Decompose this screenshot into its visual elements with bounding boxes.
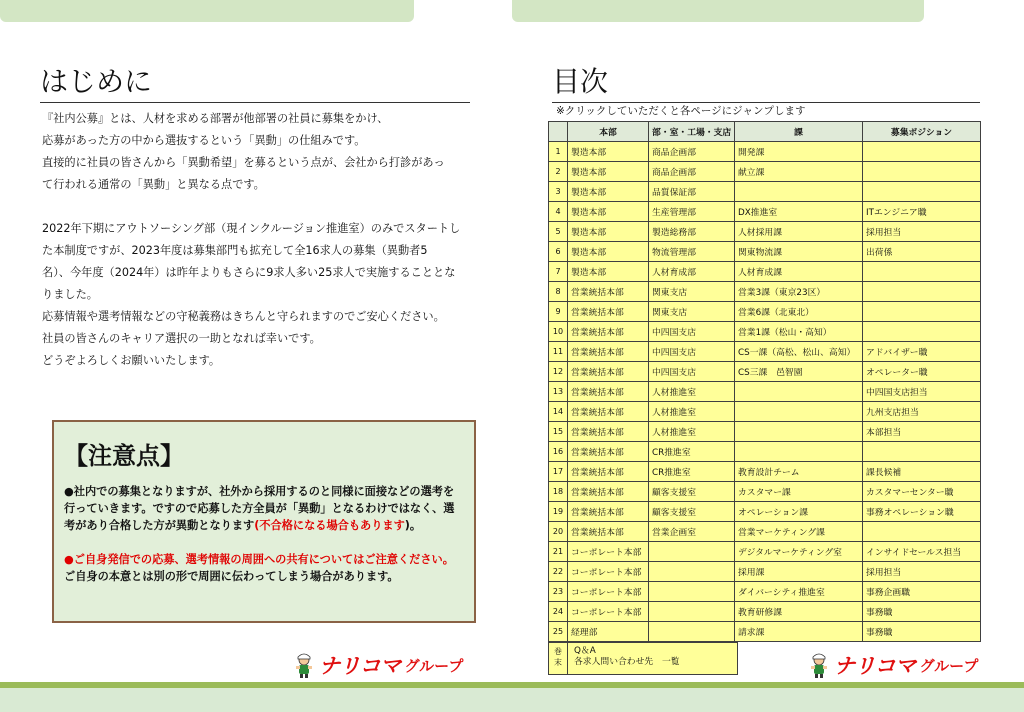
toc-row[interactable]	[549, 302, 981, 322]
toc-cell-number: 10	[549, 322, 568, 342]
toc-row[interactable]	[549, 562, 981, 582]
toc-cell-department	[649, 582, 735, 602]
toc-row[interactable]	[549, 162, 981, 182]
intro-line: 名）、今年度（2024年）は昨年よりもさらに9求人多い25求人で実施することとな	[42, 266, 456, 279]
toc-cell-department: CR推進室	[649, 442, 735, 462]
toc-cell-number: 7	[549, 262, 568, 282]
toc-row[interactable]	[549, 402, 981, 422]
toc-cell-department: 物流管理部	[649, 242, 735, 262]
notice-item-tail: )。	[404, 519, 422, 532]
toc-cell-division: 製造本部	[568, 202, 649, 222]
intro-line: りました。	[42, 288, 98, 301]
toc-row[interactable]	[549, 462, 981, 482]
toc-cell-division: コーポレート本部	[568, 562, 649, 582]
toc-cell-position: 中四国支店担当	[863, 382, 981, 402]
col-header-position: 募集ポジション	[863, 122, 981, 142]
toc-row[interactable]	[549, 242, 981, 262]
toc-cell-position	[863, 442, 981, 462]
toc-cell-division: 営業統括本部	[568, 322, 649, 342]
appendix-qa-link[interactable]: Q＆A	[574, 646, 596, 656]
toc-row[interactable]	[549, 262, 981, 282]
toc-cell-department	[649, 602, 735, 622]
toc-cell-section	[735, 382, 863, 402]
toc-cell-division: 営業統括本部	[568, 422, 649, 442]
toc-cell-division: 営業統括本部	[568, 282, 649, 302]
toc-cell-division: 営業統括本部	[568, 362, 649, 382]
toc-cell-department: 商品企画部	[649, 162, 735, 182]
logo-wordmark: ナリコマ	[319, 654, 401, 678]
toc-cell-number: 25	[549, 622, 568, 642]
toc-cell-department: 顧客支援室	[649, 502, 735, 522]
toc-cell-division: コーポレート本部	[568, 582, 649, 602]
toc-cell-department: 中四国支店	[649, 362, 735, 382]
notice-warning-text: (不合格になる場合もあります	[254, 519, 405, 532]
toc-note: ※クリックしていただくと各ページにジャンプします	[556, 105, 806, 117]
toc-cell-division: 営業統括本部	[568, 482, 649, 502]
toc-cell-section: オペレーション課	[735, 502, 863, 522]
logo-subtext: グループ	[919, 656, 979, 675]
toc-cell-department: CR推進室	[649, 462, 735, 482]
toc-cell-position	[863, 162, 981, 182]
toc-cell-number: 8	[549, 282, 568, 302]
toc-cell-division: 製造本部	[568, 182, 649, 202]
company-logo	[808, 650, 978, 680]
toc-table	[548, 121, 981, 642]
toc-cell-number: 13	[549, 382, 568, 402]
toc-cell-section: ダイバーシティ推進室	[735, 582, 863, 602]
toc-cell-department: 中四国支店	[649, 342, 735, 362]
toc-cell-division: 営業統括本部	[568, 502, 649, 522]
toc-cell-number: 5	[549, 222, 568, 242]
toc-cell-department	[649, 622, 735, 642]
toc-cell-section	[735, 422, 863, 442]
appendix-content	[568, 643, 738, 675]
toc-cell-position	[863, 322, 981, 342]
logo-wordmark: ナリコマ	[834, 654, 916, 678]
toc-cell-department	[649, 562, 735, 582]
toc-row[interactable]	[549, 322, 981, 342]
toc-cell-division: コーポレート本部	[568, 602, 649, 622]
appendix-label	[549, 643, 568, 675]
toc-row[interactable]	[549, 182, 981, 202]
toc-cell-position: インサイドセールス担当	[863, 542, 981, 562]
col-header-department: 部・室・工場・支店	[649, 122, 735, 142]
toc-cell-section: DX推進室	[735, 202, 863, 222]
toc-row[interactable]	[549, 482, 981, 502]
toc-cell-section: 教育研修課	[735, 602, 863, 622]
appendix-label-line: 末	[554, 658, 562, 667]
notice-title: 【注意点】	[64, 442, 184, 470]
toc-cell-section: CS三課 邑智園	[735, 362, 863, 382]
toc-cell-number: 14	[549, 402, 568, 422]
toc-cell-department: 営業企画室	[649, 522, 735, 542]
appendix-label-line: 巻	[554, 647, 562, 656]
toc-cell-position	[863, 262, 981, 282]
toc-cell-department: 生産管理部	[649, 202, 735, 222]
toc-cell-section: デジタルマーケティング室	[735, 542, 863, 562]
toc-cell-number: 19	[549, 502, 568, 522]
toc-cell-department: 品質保証部	[649, 182, 735, 202]
intro-line: て行われる通常の「異動」と異なる点です。	[42, 178, 265, 191]
toc-cell-section: 営業マーケティング課	[735, 522, 863, 542]
toc-cell-section: 営業1課（松山・高知）	[735, 322, 863, 342]
toc-cell-department: 商品企画部	[649, 142, 735, 162]
toc-row[interactable]	[549, 422, 981, 442]
toc-cell-section: 人材育成課	[735, 262, 863, 282]
toc-row[interactable]	[549, 222, 981, 242]
toc-row[interactable]	[549, 502, 981, 522]
top-tab-right	[512, 0, 924, 22]
toc-row[interactable]	[549, 442, 981, 462]
toc-cell-division: 製造本部	[568, 142, 649, 162]
col-header-section: 課	[735, 122, 863, 142]
toc-row[interactable]	[549, 542, 981, 562]
toc-cell-number: 4	[549, 202, 568, 222]
toc-cell-position: 事務企画職	[863, 582, 981, 602]
toc-cell-department: 人材推進室	[649, 422, 735, 442]
toc-row[interactable]	[549, 282, 981, 302]
toc-cell-section	[735, 442, 863, 462]
toc-row[interactable]	[549, 342, 981, 362]
notice-item-confidentiality	[64, 551, 464, 585]
toc-cell-number: 2	[549, 162, 568, 182]
notice-item-selection	[64, 483, 464, 534]
col-header-number	[549, 122, 568, 142]
toc-cell-section: 営業3課（東京23区）	[735, 282, 863, 302]
toc-cell-division: 営業統括本部	[568, 442, 649, 462]
appendix-contacts-link[interactable]: 各求人問い合わせ先 一覧	[574, 657, 680, 667]
toc-row[interactable]	[549, 622, 981, 642]
toc-cell-number: 1	[549, 142, 568, 162]
toc-cell-department: 関東支店	[649, 282, 735, 302]
toc-cell-department: 人材育成部	[649, 262, 735, 282]
toc-row[interactable]	[549, 602, 981, 622]
toc-cell-position: 事務職	[863, 602, 981, 622]
notice-warning-text: ●ご自身発信での応募、選考情報の周囲への共有についてはご注意ください。	[64, 553, 454, 566]
toc-cell-section: 採用課	[735, 562, 863, 582]
intro-heading: はじめに	[40, 60, 470, 103]
toc-cell-number: 15	[549, 422, 568, 442]
toc-cell-department: 顧客支援室	[649, 482, 735, 502]
toc-row[interactable]	[549, 522, 981, 542]
toc-cell-position: ITエンジニア職	[863, 202, 981, 222]
toc-cell-division: 製造本部	[568, 222, 649, 242]
toc-row[interactable]	[549, 142, 981, 162]
notice-item-text: ●社内での募集となりますが、社外から採用するのと同様に面接などの選考を行っていきます。ですので応募した方全員が「異動」となるわけではなく、選考があり合格した方が異動となります	[64, 485, 455, 532]
toc-cell-number: 23	[549, 582, 568, 602]
toc-cell-position: 採用担当	[863, 222, 981, 242]
toc-cell-position: 課長候補	[863, 462, 981, 482]
toc-cell-section: 教育設計チーム	[735, 462, 863, 482]
appendix-table[interactable]	[548, 642, 738, 675]
toc-cell-position: 出荷係	[863, 242, 981, 262]
toc-cell-section: 関東物流課	[735, 242, 863, 262]
intro-text	[42, 108, 497, 372]
toc-cell-department: 人材推進室	[649, 402, 735, 422]
toc-cell-department: 関東支店	[649, 302, 735, 322]
toc-cell-number: 17	[549, 462, 568, 482]
footer-bar	[0, 682, 1024, 712]
toc-cell-position	[863, 302, 981, 322]
toc-cell-section: 開発課	[735, 142, 863, 162]
toc-cell-number: 20	[549, 522, 568, 542]
intro-line: 社員の皆さんのキャリア選択の一助となれば幸いです。	[42, 332, 321, 345]
toc-cell-position: アドバイザー職	[863, 342, 981, 362]
top-tab-left	[0, 0, 414, 22]
toc-cell-division: 営業統括本部	[568, 402, 649, 422]
toc-cell-position: 事務職	[863, 622, 981, 642]
toc-cell-section: 請求課	[735, 622, 863, 642]
toc-cell-division: 製造本部	[568, 162, 649, 182]
toc-cell-section: CS一課（高松、松山、高知）	[735, 342, 863, 362]
toc-cell-department: 製造総務部	[649, 222, 735, 242]
intro-line: 応募情報や選考情報などの守秘義務はきちんと守られますのでご安心ください。	[42, 310, 445, 323]
intro-line: 直接的に社員の皆さんから「異動希望」を募るという点が、会社から打診があっ	[42, 156, 445, 169]
toc-cell-number: 3	[549, 182, 568, 202]
toc-heading: 目次	[552, 60, 980, 103]
notice-item-text: ご自身の本意とは別の形で周囲に伝わってしまう場合があります。	[64, 570, 399, 583]
mascot-icon	[808, 652, 830, 678]
toc-cell-section	[735, 402, 863, 422]
toc-cell-division: 製造本部	[568, 242, 649, 262]
intro-line: た本制度ですが、2023年度は募集部門も拡充して全16求人の募集（異動者5	[42, 244, 428, 257]
toc-cell-position: 事務オペレーション職	[863, 502, 981, 522]
toc-row[interactable]	[549, 362, 981, 382]
toc-cell-number: 18	[549, 482, 568, 502]
toc-cell-number: 24	[549, 602, 568, 622]
toc-cell-division: 営業統括本部	[568, 302, 649, 322]
toc-cell-department	[649, 542, 735, 562]
toc-cell-position	[863, 142, 981, 162]
company-logo	[293, 650, 463, 680]
toc-cell-number: 21	[549, 542, 568, 562]
toc-cell-section: カスタマー課	[735, 482, 863, 502]
toc-cell-position: 本部担当	[863, 422, 981, 442]
toc-cell-division: コーポレート本部	[568, 542, 649, 562]
toc-cell-division: 製造本部	[568, 262, 649, 282]
toc-cell-number: 11	[549, 342, 568, 362]
toc-cell-division: 営業統括本部	[568, 522, 649, 542]
toc-cell-position: 九州支店担当	[863, 402, 981, 422]
toc-cell-department: 中四国支店	[649, 322, 735, 342]
toc-cell-position: オペレーター職	[863, 362, 981, 382]
toc-cell-section	[735, 182, 863, 202]
toc-cell-section: 営業6課（北東北）	[735, 302, 863, 322]
intro-line: 応募があった方の中から選抜するという「異動」の仕組みです。	[42, 134, 366, 147]
toc-cell-position	[863, 522, 981, 542]
toc-cell-position	[863, 182, 981, 202]
intro-line: どうぞよろしくお願いいたします。	[42, 354, 221, 367]
toc-cell-division: 営業統括本部	[568, 342, 649, 362]
mascot-icon	[293, 652, 315, 678]
intro-line: 2022年下期にアウトソーシング部（現インクルージョン推進室）のみでスタートし	[42, 222, 461, 235]
toc-cell-section: 献立課	[735, 162, 863, 182]
intro-line: 『社内公募』とは、人材を求める部署が他部署の社員に募集をかけ、	[42, 112, 389, 125]
toc-cell-department: 人材推進室	[649, 382, 735, 402]
toc-cell-number: 16	[549, 442, 568, 462]
notice-box	[52, 420, 476, 623]
col-header-division: 本部	[568, 122, 649, 142]
toc-cell-position	[863, 282, 981, 302]
toc-row[interactable]	[549, 382, 981, 402]
toc-cell-number: 9	[549, 302, 568, 322]
logo-subtext: グループ	[404, 656, 464, 675]
appendix-row[interactable]	[549, 643, 738, 675]
toc-cell-number: 6	[549, 242, 568, 262]
toc-row[interactable]	[549, 202, 981, 222]
paragraph-gap	[42, 196, 497, 218]
toc-cell-position: 採用担当	[863, 562, 981, 582]
toc-cell-division: 営業統括本部	[568, 382, 649, 402]
toc-header-row	[549, 122, 981, 142]
toc-cell-position: カスタマーセンター職	[863, 482, 981, 502]
toc-cell-number: 12	[549, 362, 568, 382]
toc-cell-division: 経理部	[568, 622, 649, 642]
toc-cell-number: 22	[549, 562, 568, 582]
toc-row[interactable]	[549, 582, 981, 602]
toc-cell-division: 営業統括本部	[568, 462, 649, 482]
toc-cell-section: 人材採用課	[735, 222, 863, 242]
